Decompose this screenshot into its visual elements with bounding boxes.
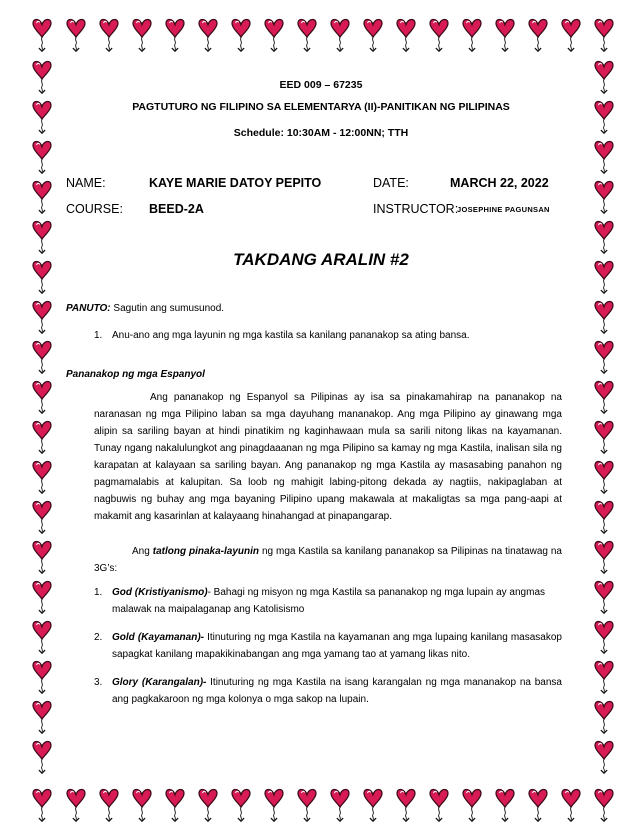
heart-balloon-icon xyxy=(232,789,250,821)
goal-term-3: Glory (Karangalan)- xyxy=(112,677,207,688)
heart-balloon-icon xyxy=(364,789,382,821)
heart-balloon-icon xyxy=(33,421,51,453)
heart-balloon-icon xyxy=(33,101,51,133)
heart-balloon-icon xyxy=(265,19,283,51)
heart-balloon-icon xyxy=(33,141,51,173)
heart-balloon-icon xyxy=(33,701,51,733)
heart-balloon-icon xyxy=(33,621,51,653)
course-value: BEED-2A xyxy=(149,202,204,216)
heart-balloon-icon xyxy=(33,381,51,413)
name-label: NAME: xyxy=(66,176,106,190)
heart-balloon-icon xyxy=(298,789,316,821)
schedule: Schedule: 10:30AM - 12:00NN; TTH xyxy=(233,127,409,139)
instructor-label: INSTRUCTOR: xyxy=(373,202,459,216)
heart-balloon-icon xyxy=(33,581,51,613)
heart-balloon-icon xyxy=(364,19,382,51)
heart-balloon-icon xyxy=(100,789,118,821)
heart-balloon-icon xyxy=(100,19,118,51)
heart-balloon-icon xyxy=(595,541,613,573)
date-label: DATE: xyxy=(373,176,409,190)
heart-balloon-icon xyxy=(166,789,184,821)
heart-balloon-icon xyxy=(595,341,613,373)
paragraph-2: Ang tatlong pinaka-layunin ng mga Kastila sa kanilang pananakop sa Pilipinas na tinatawag na 3G’s: xyxy=(94,546,562,574)
heart-balloon-icon xyxy=(331,19,349,51)
course-instructor-row xyxy=(66,202,562,222)
heart-balloon-icon xyxy=(595,501,613,533)
heart-balloon-icon xyxy=(133,789,151,821)
heart-balloon-icon xyxy=(33,501,51,533)
heart-balloon-icon xyxy=(232,19,250,51)
heart-balloon-icon xyxy=(595,261,613,293)
paragraph-1: Ang pananakop ng Espanyol sa Pilipinas ay isa sa pinakamahirap na pananakop na naranasan ng mga Pilipino laban sa mga dayuhang mananakop. Ang mga Pilipino ay ginawang mga alipin sa sariling bayan at hindi pinatikim ng kaginhawaan mula sa sarili nitong likas na kayamanan. Tunay ngang nakalulungkot ang pinagdaaanan ng mga Pilipino sa kamay ng mga Kastila, inalisan sila ng karapatan at kalayaan sa sariling bayan. Ang pananakop ng mga Kastila ay masasabing panahon ng pagmamalabis at kalupitan. Sa loob ng mahigit labing-pitong dekada ay nagtiis, nakipaglaban at nagbuwis ng buhay ang mga bayaning Pilipino upang makawala at makaligtas sa mga pang-aapi at makamit ang kasarinlan at kalayaang hinahangad at pinapangarap. xyxy=(94,392,562,522)
heart-balloon-icon xyxy=(595,581,613,613)
heart-balloon-icon xyxy=(199,19,217,51)
heart-balloon-icon xyxy=(33,61,51,93)
heart-balloon-icon xyxy=(562,789,580,821)
heart-balloon-icon xyxy=(595,789,613,821)
heart-balloon-icon xyxy=(562,19,580,51)
heart-balloon-icon xyxy=(595,381,613,413)
name-value: KAYE MARIE DATOY PEPITO xyxy=(149,176,322,190)
heart-balloon-icon xyxy=(595,701,613,733)
heart-balloon-icon xyxy=(33,789,51,821)
heart-balloon-icon xyxy=(33,541,51,573)
heart-balloon-icon xyxy=(595,141,613,173)
section-heading: Pananakop ng mga Espanyol xyxy=(66,369,205,380)
heart-balloon-icon xyxy=(595,101,613,133)
heart-balloon-icon xyxy=(265,789,283,821)
heart-balloon-icon xyxy=(496,19,514,51)
heart-balloon-icon xyxy=(133,19,151,51)
heart-balloon-icon xyxy=(529,789,547,821)
heart-balloon-icon xyxy=(33,181,51,213)
panuto xyxy=(66,300,562,317)
heart-balloon-icon xyxy=(463,789,481,821)
heart-balloon-icon xyxy=(33,301,51,333)
heart-balloon-icon xyxy=(595,741,613,773)
heart-balloon-icon xyxy=(33,221,51,253)
heart-balloon-icon xyxy=(166,19,184,51)
heart-balloon-icon xyxy=(463,19,481,51)
heart-balloon-icon xyxy=(595,301,613,333)
heart-balloon-icon xyxy=(33,341,51,373)
heart-balloon-icon xyxy=(397,789,415,821)
heart-balloon-icon xyxy=(529,19,547,51)
goal-term-1: God (Kristiyanismo) xyxy=(112,587,208,598)
heart-balloon-icon xyxy=(67,19,85,51)
heart-balloon-icon xyxy=(67,789,85,821)
instructor-value: JOSEPHINE PAGUNSAN xyxy=(457,205,550,214)
heart-balloon-icon xyxy=(33,261,51,293)
date-value: MARCH 22, 2022 xyxy=(450,176,549,190)
question-text: Anu-ano ang mga layunin ng mga kastila sa kanilang pananakop sa ating bansa. xyxy=(112,330,470,341)
heart-balloon-icon xyxy=(430,789,448,821)
panuto-text: Sagutin ang sumusunod. xyxy=(110,303,225,314)
heart-balloon-icon xyxy=(595,61,613,93)
question-item xyxy=(94,327,562,344)
heart-balloon-icon xyxy=(33,741,51,773)
heart-balloon-icon xyxy=(595,221,613,253)
heart-balloon-icon xyxy=(33,461,51,493)
heart-balloon-icon xyxy=(595,19,613,51)
name-date-row xyxy=(66,176,562,196)
heart-balloon-icon xyxy=(298,19,316,51)
heart-balloon-icon xyxy=(199,789,217,821)
heart-balloon-icon xyxy=(595,181,613,213)
heart-balloon-icon xyxy=(595,621,613,653)
heart-balloon-icon xyxy=(595,421,613,453)
heart-balloon-icon xyxy=(496,789,514,821)
heart-balloon-icon xyxy=(430,19,448,51)
course-code: EED 009 – 67235 xyxy=(279,79,363,91)
heart-balloon-icon xyxy=(595,461,613,493)
heart-balloon-icon xyxy=(33,661,51,693)
heart-balloon-icon xyxy=(595,661,613,693)
panuto-label: PANUTO: xyxy=(66,303,111,314)
question-number: 1. xyxy=(94,330,103,341)
three-goals-term: tatlong pinaka-layunin xyxy=(152,546,260,557)
course-label: COURSE: xyxy=(66,202,123,216)
heart-balloon-icon xyxy=(331,789,349,821)
page-title: TAKDANG ARALIN #2 xyxy=(233,250,409,269)
subject-title: PAGTUTURO NG FILIPINO SA ELEMENTARYA (II)-PANITIKAN NG PILIPINAS xyxy=(132,101,510,113)
heart-balloon-icon xyxy=(33,19,51,51)
heart-balloon-icon xyxy=(397,19,415,51)
goal-term-2: Gold (Kayamanan)- xyxy=(112,632,204,643)
